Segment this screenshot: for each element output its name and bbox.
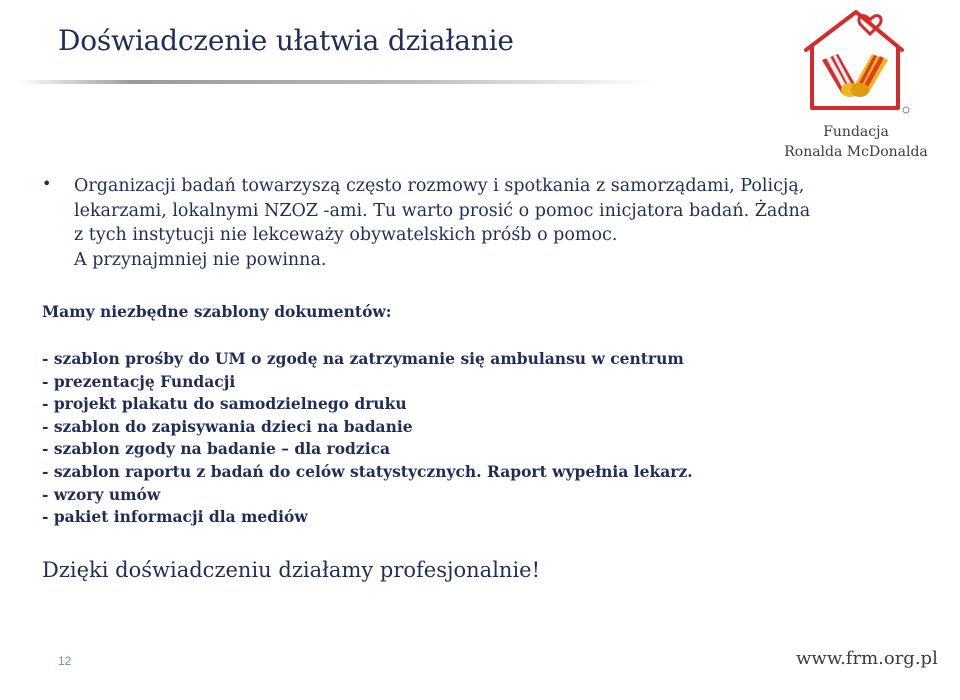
- list-item: - projekt plakatu do samodzielnego druku: [42, 394, 407, 414]
- list-item: - szablon raportu z badań do celów statystycznych. Raport wypełnia lekarz.: [42, 461, 693, 481]
- bullet-line: A przynajmniej nie powinna.: [74, 249, 327, 270]
- list-item: - prezentację Fundacji: [42, 371, 236, 391]
- house-hands-logo-icon: [798, 2, 914, 118]
- footer-website-link[interactable]: www.frm.org.pl: [796, 648, 938, 669]
- foundation-logo: [776, 2, 936, 162]
- list-item: - szablon do zapisywania dzieci na badanie: [42, 416, 413, 436]
- bullet-line: z tych instytucji nie lekceważy obywatelskich próśb o pomoc.: [74, 225, 618, 245]
- list-item: - szablon prośby do UM o zgodę na zatrzymanie się ambulansu w centrum: [42, 349, 684, 368]
- bullet-line: Organizacji badań towarzyszą często rozmowy i spotkania z samorządami, Policją,: [74, 176, 805, 196]
- documents-list: [42, 348, 693, 529]
- bullet-line: lekarzami, lokalnymi NZOZ -ami. Tu warto prosić o pomoc inicjatora badań. Żadna: [74, 200, 811, 221]
- intro-bullet-text: [74, 174, 862, 272]
- list-item: - pakiet informacji dla mediów: [42, 507, 308, 527]
- logo-wordmark: [776, 122, 936, 162]
- documents-heading: Mamy niezbędne szablony dokumentów:: [42, 302, 392, 321]
- closing-statement: Dzięki doświadczeniu działamy profesjonalnie!: [42, 558, 541, 582]
- title-divider: [18, 80, 658, 84]
- intro-bullet: [42, 174, 862, 272]
- page-number: 12: [58, 654, 72, 668]
- list-item: - szablon zgody na badanie – dla rodzica: [42, 439, 391, 459]
- list-item: - wzory umów: [42, 484, 161, 504]
- slide-title: Doświadczenie ułatwia działanie: [58, 24, 514, 57]
- logo-line-1: Fundacja: [823, 124, 889, 140]
- logo-line-2: Ronalda McDonalda: [784, 144, 928, 160]
- bullet-marker: •: [42, 174, 52, 193]
